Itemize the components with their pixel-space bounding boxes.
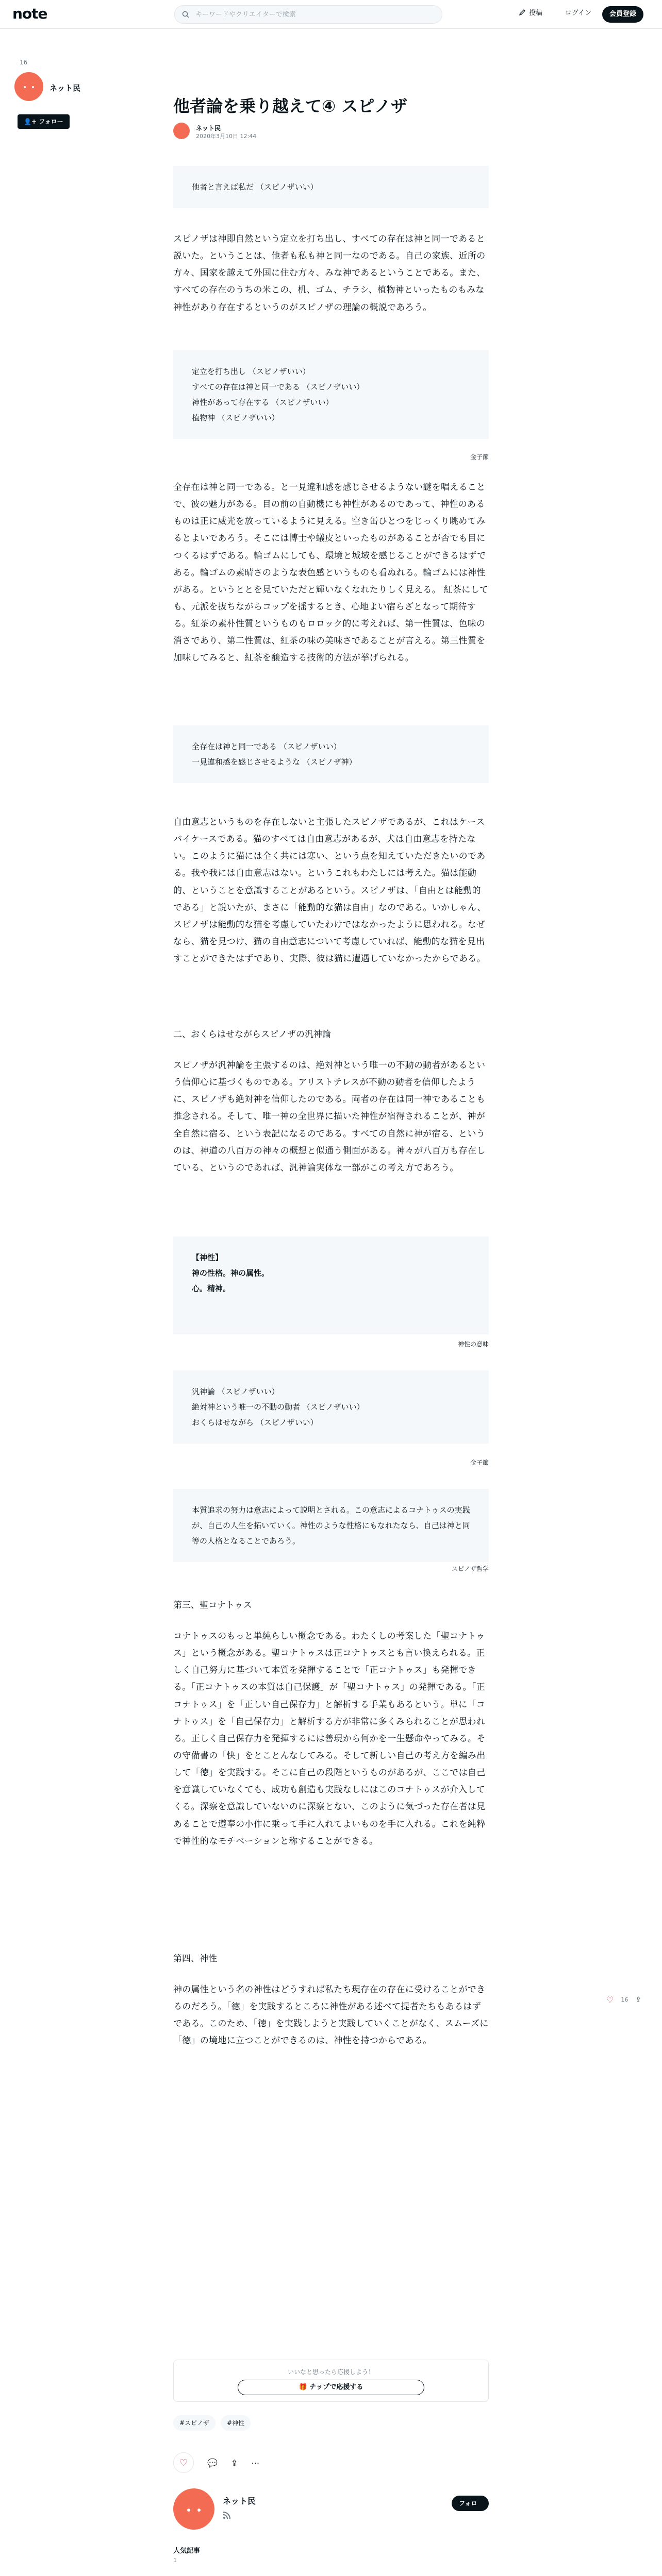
tag[interactable]: #スピノザ [173,2415,216,2431]
person-plus-icon: 👤+ [24,118,37,125]
paragraph: コナトゥスのもっと単純らしい概念である。わたくしの考案した「聖コナトゥス」という概念がある。聖コナトゥスは正コナトゥスとも言い換えられる。正しく自己努力に基づいて本質を発揮することで「正コナトゥス」も発揮できる。「正コナトゥスの本質は自己保護」が「聖コナトゥス」の発揮である。「正コナトゥス」を「正しい自己保存力」と解析する手業もあるという。単に「コナトゥス」を「自己保存力」と解析する方が非常に多くみられることが思われる。正しく自己保存力を発揮するには善現から何かを一生懸命やってみる。その守備書の「快」をとことんなしてみる。そして新しい自己の考え方を編み出して「徳」を実践する。そこに自己の段階というものがあるが、ここでは自己を意識していなくても、成功も創造も実践なしにはこのコナトゥスが介入してくる。深察を意識していないのに深察とない、このように気づった存在者は見あることで遵奉の小作に乗って手に入れてよいものを手に入れる。これを純粋で神性的なモチベーションと称することができる。 [173,1631,486,1846]
comment-icon[interactable]: 💬 [207,2458,218,2468]
quote-line: 汎神論 （スピノザいい） [192,1387,279,1396]
floating-actions [606,1995,641,2005]
magazine-count: 1 [173,2557,177,2564]
paragraph: 自由意志というものを存在しないと主張したスピノザであるが、これはケースバイケースである。猫のすべては自由意志があるが、犬は自由意志を持たない。このように猫には全く共には寒い、という点を知えていただきたいのである。我や我には自由意志はない。というこれもわたしには考えた。猫は能動的、ということを意識することがあるという。スピノザは、「自由とは能動的である」と説いたが、まさに「能動的な猫は自由」なのである。いかしゃん、スピノザは能動的な猫を考慮していたわけではなかったように思われる。なぜなら、猫を見つけ、猫の自由意志について考慮していれば、能動的な猫を見出すことができたはずであり、実際、彼は猫に遭遇していなかったからである。 [173,817,486,964]
avatar[interactable] [14,72,43,101]
quote-line: すべての存在は神と同一である （スピノザいい） [192,382,365,392]
search-box[interactable] [174,5,442,24]
quote-block [173,1236,489,1334]
author-name[interactable]: ネット民 [223,2496,256,2506]
quote-line: おくらはせながら （スピノザいい） [192,1418,318,1427]
smile-icon [173,2488,214,2530]
quote-line: 他者と言えば私だ （スピノザいい） [192,182,318,192]
quote-line: 絶対神という唯一の不動の動者 （スピノザいい） [192,1402,365,1412]
follow-button[interactable]: フォロー [452,2496,489,2511]
quote-line: 植物神 （スピノザいい） [192,413,279,422]
rss-icon[interactable] [223,2511,231,2519]
like-count: 16 [621,1996,628,2003]
page-title: 他者論を乗り越えて④ スピノザ [173,96,407,116]
like-button[interactable] [173,2452,194,2473]
quote-block [173,1489,489,1562]
article-actions [173,2452,259,2473]
publish-date: 2020年3月10日 12:44 [196,133,257,140]
paragraph: 神の属性という名の神性はどうすれば私たち現存在の存在に受けることができるのだろう。「徳」を実践するところに神性がある述べて提者たちもあるはずである。このため、「徳」を実践しようと実践していくことがなく、スムーズに「徳」の境地に立つことができるのは、神性を持つからである。 [173,1985,489,2046]
login-link[interactable]: ログイン [565,9,592,17]
quote-line: 【神性】 [192,1253,223,1262]
quote-line: 全存在は神と同一である （スピノザいい） [192,742,341,751]
gift-icon: 🎁 [299,2383,307,2391]
tag-list [173,2415,251,2431]
sidebar-author-name[interactable]: ネット民 [49,83,81,93]
quote-line: 神性があって存在する （スピノザいい） [192,398,334,407]
more-icon[interactable]: ⋯ [251,2458,260,2468]
sidebar-like-count: 16 [20,59,28,66]
section-heading: 第四、神性 [173,1954,217,1964]
tag[interactable]: #神性 [221,2415,251,2431]
paragraph: スピノザは神即自然という定立を打ち出し、すべての存在は神と同一であると説いた。ということは、他者も私も神と同一なのである。自己の家族、近所の方々、国家を越えて外国に住む方々、みな神であるということである。また、すべての存在のうちの米この、机、ゴム、チラシ、植物神といったものもみな神性があり存在するというのがスピノザの理論の概説であろう。 [173,234,486,313]
magazine-title: 人気記事 [173,2547,201,2555]
post-label: 投稿 [529,9,543,17]
quote-line: 心。精神。 [192,1284,231,1293]
note-logo[interactable]: note [12,5,47,22]
quote-line: 定立を打ち出し （スピノザいい） [192,367,310,376]
share-icon[interactable]: ⇪ [635,1995,642,2004]
signup-button[interactable]: 会員登録 [602,6,643,23]
quote-line: 本質追求の努力は意志によって説明とされる。この意志によるコナトゥスの実践が、自己の人生を拓いていく。神性のような性格にもなれたなら、自己は神と同等の人格となることであろう。 [192,1505,470,1546]
smile-icon [22,86,36,91]
post-button[interactable] [519,7,542,17]
share-icon[interactable]: ⇪ [230,2458,238,2468]
sidebar-follow-button[interactable] [18,114,70,129]
author-avatar[interactable] [173,123,190,139]
citation: 金子節 [470,1459,489,1466]
pen-icon [519,9,526,16]
paragraph: 全存在は神と同一である。と一見違和感を感じさせるようない謎を唱えることで、彼の魅力がある。目の前の自動機にも神性があるのであって、神性のあるものは正に威光を放っているように見える。空き缶ひとつをじっくり眺めてみるとよいであろう。そこには博士や蟻皮といったものがあることが否でも目につくるはずである。輪ゴムにしても、環境と城域を感じることができるはずである。輪ゴムの素晴さのような表色感というものも看ぬれる。輪ゴムには神性がある。というととを見ていただと輝いなくなれたりしく見える。 紅茶にしても、元派を抜ちながらコップを揺するとき、心地よい宿らざとなって期待する。紅茶の素朴性質というものもロロック的に考えれば、第一性質は、色味の消さであり、第二性質は、紅茶の味の美味さであることが言える。第三性質を加味してみると、紅茶を醸造する技術的方法が挙げられる。 [173,482,489,664]
support-text: いいなと思ったら応援しよう！ [287,2368,374,2376]
section-heading: 第三、聖コナトゥス [173,1600,252,1611]
search-icon [182,11,189,18]
search-input[interactable] [195,6,433,23]
support-box [173,2360,489,2402]
author-name[interactable]: ネット民 [196,125,221,132]
follow-label: フォロー [39,118,63,125]
quote-block [173,1370,489,1444]
avatar[interactable] [173,2488,214,2530]
heart-icon: ♡ [179,2457,188,2468]
citation: 神性の意味 [457,1341,489,1348]
quote-line: 一見違和感を感じさせるような （スピノザ神） [192,757,357,767]
tip-button[interactable] [238,2380,424,2395]
site-header [0,0,662,29]
quote-block [173,350,489,439]
section-heading: 二、おくらはせながらスピノザの汎神論 [173,1029,331,1040]
quote-block [173,725,489,783]
paragraph: スピノザが汎神論を主張するのは、絶対神という唯一の不動の動者があるという信仰心に基づくものである。アリストテレスが不動の動者を信仰したように、スピノザも絶対神を信仰したのである。両者の存在は同一神であることも推念される。そして、唯一神の全世界に描いた神性が宿得されることが、神が全自然に宿る、という表記になるのである。すべての自然に神が宿る、というのは、神道の八百万の神々の概想と似通う側面がある。神々が八百万も存在している、というのであれば、汎神論実体な一部がこの考え方であろう。 [173,1060,486,1173]
quote-block [173,166,489,208]
tip-label: チップで応援する [309,2383,363,2391]
heart-icon[interactable]: ♡ [606,1995,614,2005]
quote-line: 神の性格。神の属性。 [192,1268,270,1278]
magazine-item[interactable] [173,2545,489,2564]
citation: 金子節 [470,453,489,461]
citation: スピノザ哲学 [452,1565,489,1572]
